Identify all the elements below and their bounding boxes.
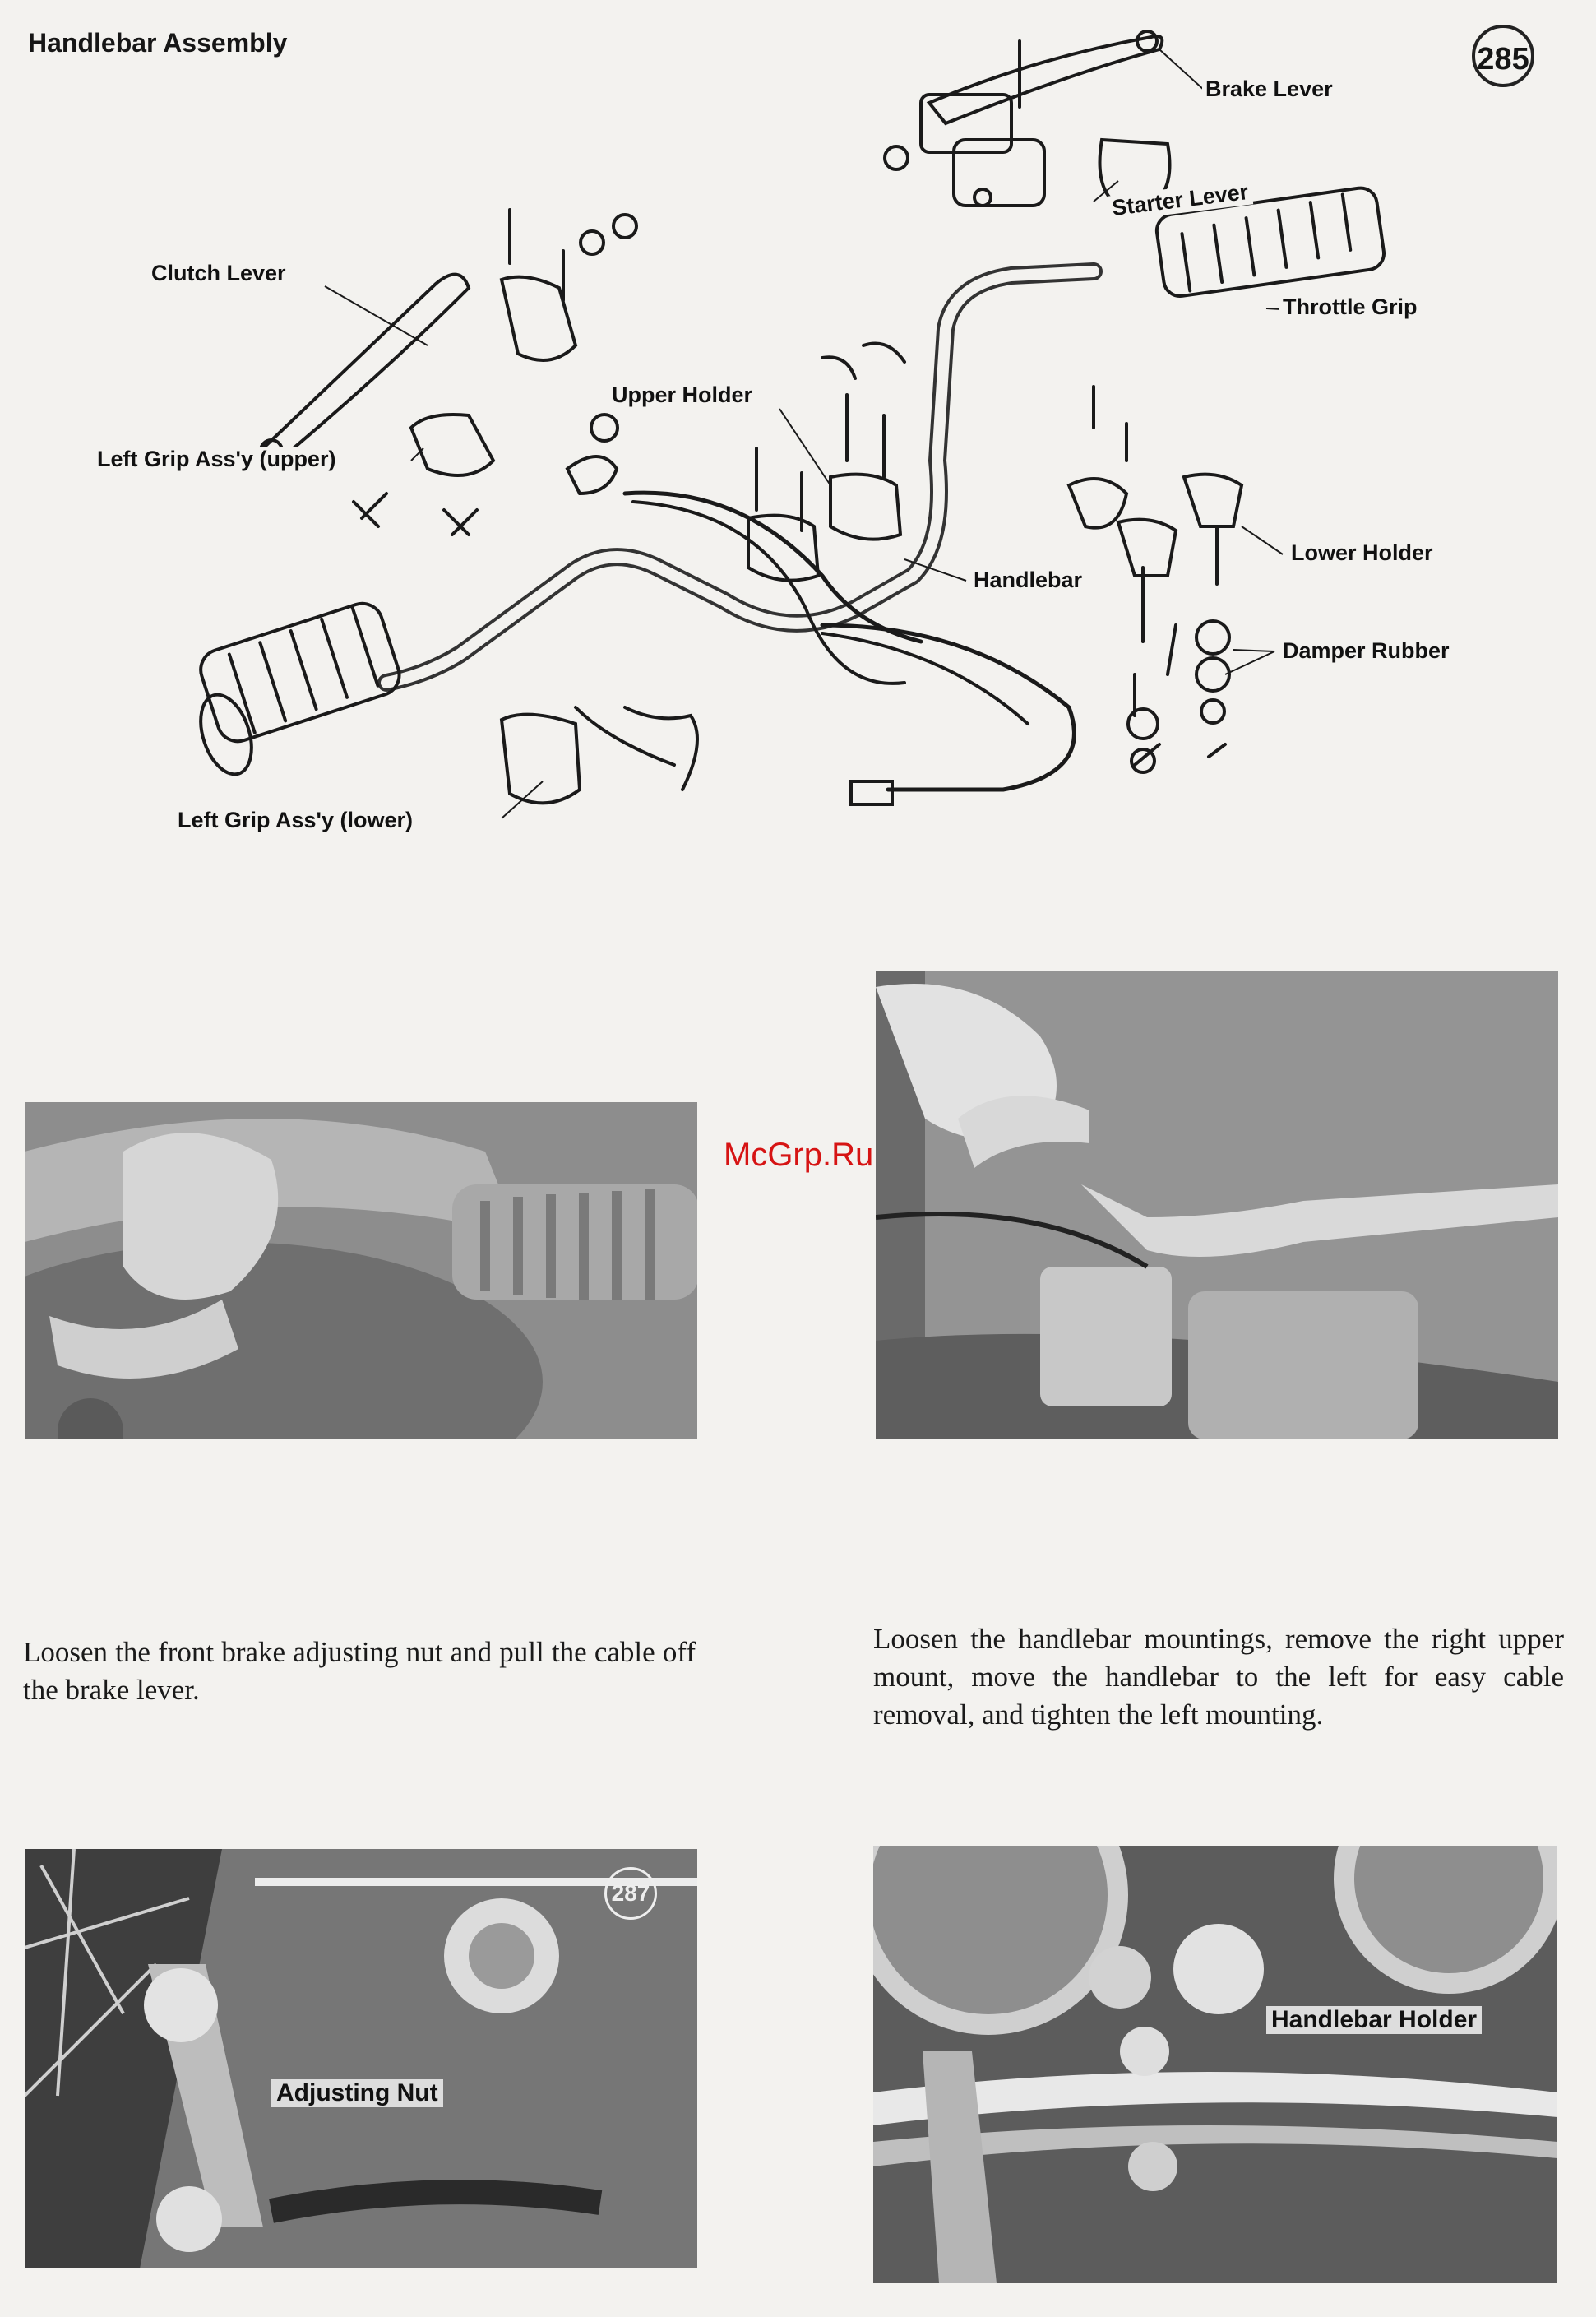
- watermark-text: McGrp.Ru: [724, 1137, 874, 1173]
- photo-adjusting-nut: [25, 1849, 697, 2268]
- handlebar-holder-label: Handlebar Holder: [1266, 2006, 1482, 2034]
- handlebar-exploded-diagram: [0, 0, 1596, 872]
- throttle-grip-label: Throttle Grip: [1279, 294, 1421, 320]
- page-number-badge: 285: [1472, 25, 1534, 87]
- lower-holder-label: Lower Holder: [1288, 540, 1436, 566]
- brake-lever-label: Brake Lever: [1202, 76, 1336, 102]
- clutch-lever-label: Clutch Lever: [148, 261, 289, 286]
- photo-grip-removal: [25, 1102, 697, 1439]
- photo-brake-cable: [876, 971, 1558, 1439]
- photo-handlebar-holder: [873, 1846, 1557, 2283]
- left-grip-lower-label: Left Grip Ass'y (lower): [174, 808, 416, 833]
- handlebar-label: Handlebar: [970, 568, 1085, 593]
- adjusting-nut-label: Adjusting Nut: [271, 2079, 443, 2107]
- starter-lever-label: Starter Lever: [1108, 178, 1253, 221]
- caption-left: Loosen the front brake adjusting nut and pull the cable off the brake lever.: [23, 1636, 696, 1706]
- damper-rubber-label: Damper Rubber: [1279, 638, 1453, 664]
- upper-holder-label: Upper Holder: [608, 382, 756, 408]
- caption-right: Loosen the handlebar mountings, remove the right upper mount, move the handlebar to the left for easy cable removal, and tighten the left mounting.: [873, 1623, 1564, 1731]
- left-grip-upper-label: Left Grip Ass'y (upper): [94, 447, 339, 472]
- figure-number-badge: 287: [604, 1867, 657, 1920]
- page-title: Handlebar Assembly: [28, 28, 288, 58]
